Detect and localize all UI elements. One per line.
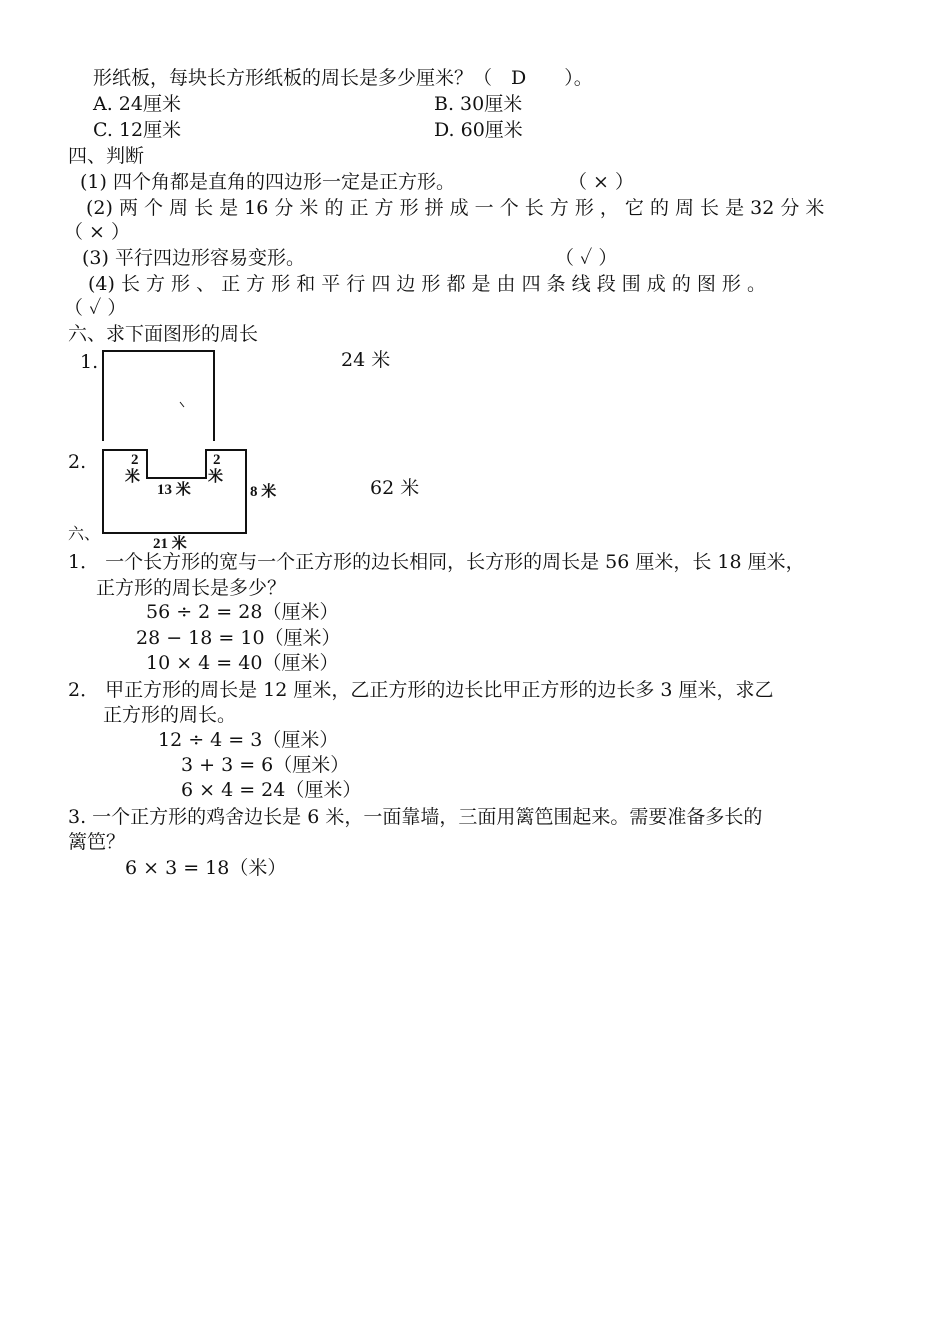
label-inner-bottom: 13 米 xyxy=(157,482,191,498)
problem-1-step-1: 56 ÷ 2 = 28（厘米） xyxy=(146,601,339,623)
problem-1-line-1: 1． 一个长方形的宽与一个正方形的边长相同，长方形的周长是 56 厘米，长 18 厘米， xyxy=(68,551,805,573)
figure-2-answer: 62 米 xyxy=(370,477,420,499)
label-right-2: 2 xyxy=(213,452,221,468)
judge-mark-3: （ ✓ ） xyxy=(555,247,618,269)
section-6b-title: 六、 xyxy=(68,524,101,543)
label-left-mi: 米 xyxy=(125,469,141,485)
problem-2-step-2: 3 + 3 = 6（厘米） xyxy=(181,754,350,776)
option-a: A. 24厘米 xyxy=(93,93,181,115)
problem-1-line-2: 正方形的周长是多少？ xyxy=(96,577,287,599)
judge-item-4: (4) 长 方 形 、 正 方 形 和 平 行 四 边 形 都 是 由 四 条 线 段 围 成 的 图 形 。 xyxy=(88,273,766,295)
label-bottom: 21 米 xyxy=(153,536,187,552)
problem-3-step-1: 6 × 3 = 18（米） xyxy=(125,857,287,879)
problem-2-line-1: 2． 甲正方形的周长是 12 厘米，乙正方形的边长比甲正方形的边长多 3 厘米，求乙 xyxy=(68,679,774,701)
problem-3-line-1: 3. 一个正方形的鸡舍边长是 6 米，一面靠墙，三面用篱笆围起来。需要准备多长的 xyxy=(68,806,763,828)
label-right-side: 8 米 xyxy=(250,484,277,500)
prev-question-line: 形纸板，每块长方形纸板的周长是多少厘米？（ D ）。 xyxy=(93,67,593,89)
option-b: B. 30厘米 xyxy=(434,93,523,115)
judge-item-2: (2) 两 个 周 长 是 16 分 米 的 正 方 形 拼 成 一 个 长 方 形 ， 它 的 周 长 是 32 分 米 xyxy=(86,197,825,219)
section-6-title: 六、求下面图形的周长 xyxy=(68,323,259,345)
problem-1-step-3: 10 × 4 = 40（厘米） xyxy=(146,652,339,674)
judge-mark-2: （ × ） xyxy=(64,221,130,243)
judge-mark-4: （ ✓ ） xyxy=(64,297,127,319)
figure-1-shape xyxy=(103,351,214,441)
judge-item-1: (1) 四个角都是直角的四边形一定是正方形。 xyxy=(80,171,455,193)
judge-item-3: (3) 平行四边形容易变形。 xyxy=(82,247,305,269)
judge-mark-1: （ × ） xyxy=(568,171,634,193)
option-d: D. 60厘米 xyxy=(434,119,523,141)
option-c: C. 12厘米 xyxy=(93,119,182,141)
label-right-mi: 米 xyxy=(208,469,224,485)
problem-1-step-2: 28 − 18 = 10（厘米） xyxy=(136,627,341,649)
problem-2-step-3: 6 × 4 = 24（厘米） xyxy=(181,779,362,801)
problem-2-line-2: 正方形的周长。 xyxy=(103,704,237,726)
figure-1-number: 1. xyxy=(80,351,99,373)
problem-2-step-1: 12 ÷ 4 = 3（厘米） xyxy=(158,729,339,751)
figure-1-answer: 24 米 xyxy=(341,349,391,371)
problem-3-line-2: 篱笆？ xyxy=(68,831,126,853)
section-4-title: 四、判断 xyxy=(68,145,145,167)
label-left-2: 2 xyxy=(131,452,139,468)
figure-2-number: 2. xyxy=(68,451,87,473)
